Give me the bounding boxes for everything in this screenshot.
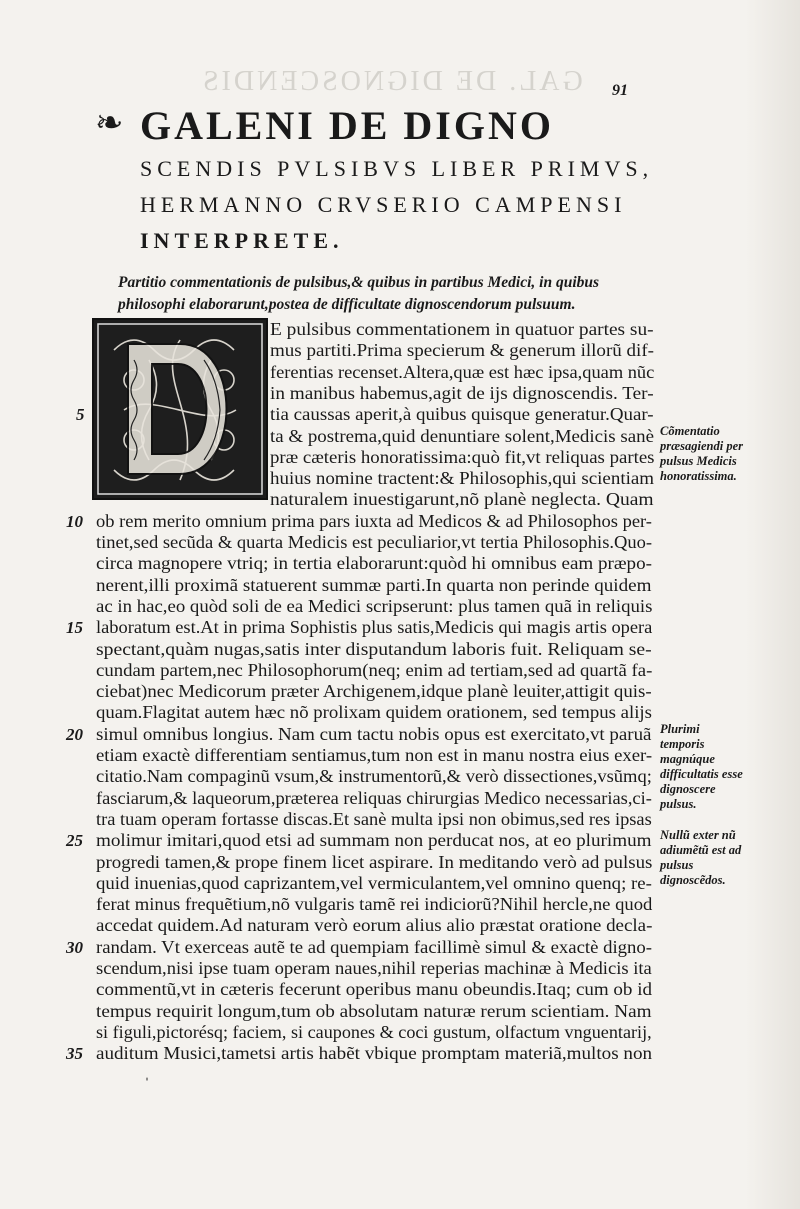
text-line: quid inuenias,quod caprizantem,vel vermiculantem,vel omnino quenq; re- — [96, 872, 652, 893]
text-line: præ cæteris honoratissima:quò fit,vt reliquas partes — [270, 446, 655, 467]
text-line: quam.Flagitat autem hæc nõ prolixam quidem orationem, sed tempus alijs — [96, 702, 652, 723]
ink-mark: ˈ — [144, 1074, 150, 1094]
text-line: laboratum est.At in prima Sophistis plus satis,Medicis qui magis artis opera — [96, 617, 653, 638]
text-line: commentũ,vt in cæteris fecerunt operibus manu obeundis.Itaq; cum ob id — [96, 979, 652, 1000]
text-line: ta & postrema,quid denuntiare solent,Medicis sanè — [270, 425, 654, 446]
initial-letter-icon — [94, 320, 266, 498]
margin-note: Nullũ exter nũ adiumẽtũ est ad pulsus dignoscẽdos. — [660, 828, 742, 887]
line-number: 30 — [66, 937, 83, 957]
text-line: si figuli,pictorésq; faciem, si caupones & coci gustum, olfactum vnguentarij, — [96, 1021, 652, 1042]
line-number: 20 — [66, 724, 83, 744]
text-line: cundam partem,nec Philosophorum(neq; enim ad tertiam,sed ad quartã fa- — [96, 659, 653, 680]
line-number: 15 — [66, 618, 83, 638]
page-number: 91 — [612, 82, 628, 99]
text-line: scendum,nisi ipse tuam operam naues,nihil reperias machinæ à Medicis ita — [96, 958, 652, 978]
title-line-3: HERMANNO CRVSERIO CAMPENSI — [140, 192, 627, 217]
title-line-2: SCENDIS PVLSIBVS LIBER PRIMVS, — [140, 156, 654, 181]
line-number: 5 — [76, 405, 85, 425]
line-number: 10 — [66, 511, 83, 531]
text-line: simul omnibus longius. Nam cum tactu nobis opus est exercitato,vt paruã — [96, 723, 652, 744]
bleed-through-text: GAL. DE DIGNOSCENDIS — [200, 66, 583, 97]
text-line: tra tuam operam fortasse discas.Et sanè multa ipsi non obimus,sed res ipsas — [96, 808, 652, 829]
rubric: Partitio commentationis de pulsibus,& quibus in partibus Medici, in quibus philosophi elaborarunt,postea de difficultate dignoscendorum pulsuum. — [118, 274, 600, 313]
text-line: naturalem inuestigarunt,nõ planè neglecta. Quam — [270, 489, 654, 510]
decorated-initial-d — [92, 318, 268, 500]
page-edge — [745, 0, 800, 1209]
text-line: molimur imitari,quod etsi ad summam non perducat nos, at eo plurimum — [96, 830, 652, 851]
title-line-4: INTERPRETE. — [140, 228, 344, 253]
text-line: tempus requirit longum,tum ob absolutam naturæ rerum scientiam. Nam — [96, 1000, 652, 1021]
text-line: progredi tamen,& prope finem licet aspirare. In meditando verò ad pulsus — [96, 851, 653, 872]
margin-note: Plurimi temporis magnúque difficultatis esse dignoscere pulsus. — [660, 722, 743, 811]
text-line: accedat quidem.Ad naturam verò eorum alius alio præstat oratione decla- — [96, 915, 653, 936]
text-line: nerent,illi proximã statuerent summæ parti.In quarta non perinde quidem — [96, 574, 652, 595]
text-line: circa magnopere vtriq; in tertia elaborarunt:quòd hi omnibus eam præpo- — [96, 553, 652, 574]
text-line: etiam exactè differentiam sentiamus,tum non est in manu nostra eius exer- — [96, 745, 653, 765]
text-line: mus partiti.Prima specierum & generum illorũ dif- — [270, 340, 655, 361]
text-line: E pulsibus commentationem in quatuor partes su- — [270, 319, 654, 339]
text-line: ciebat)nec Medicorum præter Archigenem,idque planè leuiter,attigit quis- — [96, 681, 652, 702]
line-number: 25 — [66, 831, 83, 851]
text-line: randam. Vt exerceas autẽ te ad quempiam facillimè simul & exactè digno- — [96, 936, 652, 957]
text-line: tinet,sed secũda & quarta Medicis est peculiarior,vt tertia Philosophis.Quo- — [96, 532, 653, 552]
text-line: ferentias recenset.Altera,quæ est hæc ipsa,quam nũc — [270, 361, 655, 382]
fleuron-icon: ❧ — [95, 105, 124, 142]
text-line: ob rem merito omnium prima pars iuxta ad Medicos & ad Philosophos per- — [96, 510, 652, 531]
text-line: citatio.Nam compaginũ vsum,& instrumentorũ,& verò dissectiones,vsũmq; — [96, 766, 652, 787]
text-line: in manibus habemus,agit de ijs dignoscendis. Ter- — [270, 382, 654, 403]
text-line: auditum Musici,tametsi artis habẽt vbique promptam materiã,multos non — [96, 1043, 653, 1064]
margin-note: Cõmentatio præsagiendi per pulsus Medicis honoratissima. — [660, 424, 743, 483]
text-line: huius nomine tractent:& Philosophis,qui scientiam — [270, 468, 655, 489]
text-line: tia caussas aperit,à quibus quisque generatur.Quar- — [270, 404, 654, 425]
text-line: spectant,quàm nugas,satis inter disputandum laboris fuit. Reliquam se- — [96, 638, 652, 659]
text-line: ferat minus frequẽtium,nõ vulgaris tamẽ rei indiciorũ?Nihil hercle,ne quod — [96, 894, 653, 915]
text-line: fasciarum,& laqueorum,præterea reliquas chirurgias Medico necessarias,ci- — [96, 787, 652, 808]
text-line: ac in hac,eo quòd soli de ea Medici scripserunt: plus tamen quã in reliquis — [96, 595, 653, 616]
title-line-1: GALENI DE DIGNO — [140, 103, 554, 148]
line-number: 35 — [66, 1044, 83, 1064]
